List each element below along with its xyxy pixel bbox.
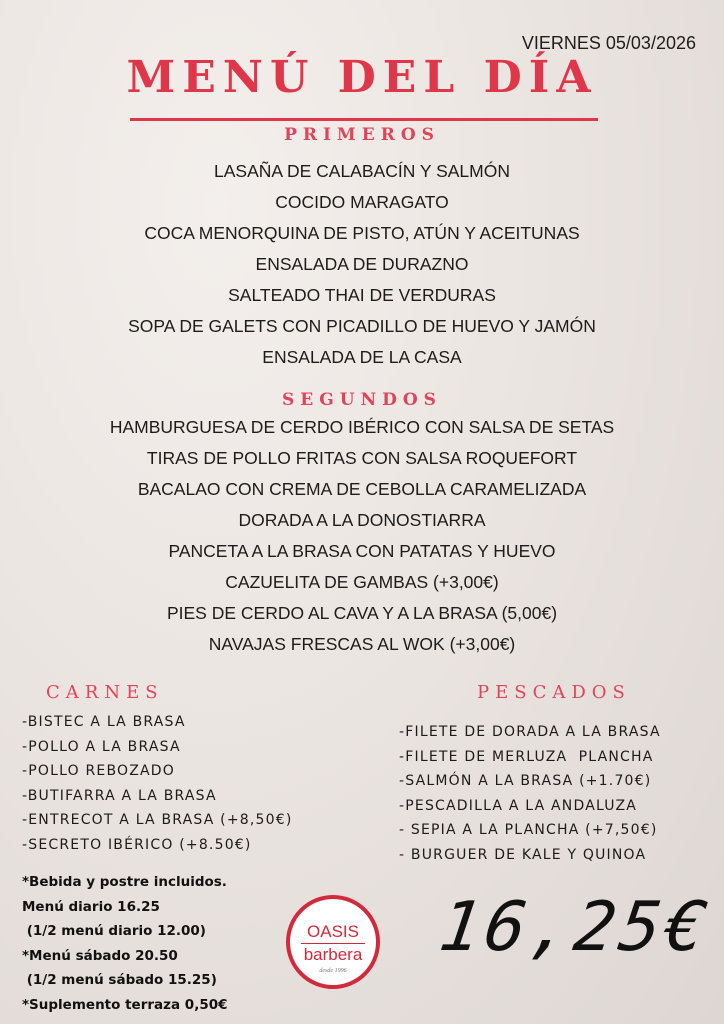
- list-item: PANCETA A LA BRASA CON PATATAS Y HUEVO: [168, 541, 556, 561]
- list-item: ENSALADA DE DURAZNO: [255, 254, 469, 274]
- list-item: SALTEADO THAI DE VERDURAS: [228, 285, 496, 305]
- note-line: (1/2 menú sábado 15.25): [22, 972, 217, 988]
- list-item: NAVAJAS FRESCAS AL WOK (+3,00€): [208, 634, 516, 654]
- list-item: -ENTRECOT A LA BRASA (+8,50€): [22, 812, 293, 828]
- list-item: COCIDO MARAGATO: [275, 192, 449, 212]
- list-item: CAZUELITA DE GAMBAS (+3,00€): [225, 572, 499, 592]
- list-item: COCA MENORQUINA DE PISTO, ATÚN Y ACEITUNAS: [144, 223, 580, 243]
- menu-title: MENÚ DEL DÍA: [126, 52, 598, 103]
- menu-price: 16,25€: [434, 888, 716, 967]
- list-item: -PESCADILLA A LA ANDALUZA: [399, 797, 638, 814]
- primeros-list: [0, 156, 724, 373]
- menu-notes: [22, 870, 228, 1017]
- pescados-heading: PESCADOS: [477, 682, 631, 703]
- list-item: -SECRETO IBÉRICO (+8.50€): [22, 836, 252, 853]
- pescados-list: [399, 720, 661, 867]
- note-line: *Bebida y postre incluidos.: [22, 874, 227, 890]
- list-item: -POLLO A LA BRASA: [22, 738, 181, 755]
- list-item: ENSALADA DE LA CASA: [262, 347, 462, 367]
- oasis-barbera-logo: [286, 895, 380, 989]
- primeros-heading: PRIMEROS: [284, 125, 440, 145]
- segundos-list: [0, 412, 724, 660]
- segundos-heading: SEGUNDOS: [282, 390, 442, 410]
- logo-word-oasis: OASIS: [307, 922, 359, 941]
- list-item: - SEPIA A LA PLANCHA (+7,50€): [399, 822, 658, 838]
- note-line: *Menú sábado 20.50: [22, 947, 178, 964]
- list-item: -FILETE DE MERLUZA PLANCHA: [399, 748, 654, 765]
- logo-tagline: desde 1996: [319, 968, 347, 974]
- title-divider: [130, 118, 598, 121]
- note-line: Menú diario 16.25: [22, 898, 160, 915]
- list-item: -SALMÓN A LA BRASA (+1.70€): [399, 773, 652, 789]
- carnes-list: [22, 710, 293, 857]
- note-line: (1/2 menú diario 12.00): [22, 923, 206, 939]
- list-item: TIRAS DE POLLO FRITAS CON SALSA ROQUEFORT: [146, 448, 578, 468]
- logo-word-barbera: barbera: [303, 945, 363, 964]
- list-item: -POLLO REBOZADO: [22, 763, 176, 779]
- carnes-heading: CARNES: [46, 682, 164, 703]
- list-item: -BUTIFARRA A LA BRASA: [22, 787, 217, 804]
- list-item: SOPA DE GALETS CON PICADILLO DE HUEVO Y JAMÓN: [128, 316, 596, 336]
- list-item: - BURGUER DE KALE Y QUINOA: [399, 846, 647, 863]
- logo-divider: [301, 943, 365, 944]
- list-item: PIES DE CERDO AL CAVA Y A LA BRASA (5,00€): [166, 603, 558, 623]
- list-item: LASAÑA DE CALABACÍN Y SALMÓN: [214, 161, 510, 181]
- list-item: DORADA A LA DONOSTIARRA: [238, 510, 486, 530]
- list-item: -FILETE DE DORADA A LA BRASA: [399, 724, 661, 740]
- note-line: *Suplemento terraza 0,50€: [22, 996, 228, 1013]
- list-item: -BISTEC A LA BRASA: [22, 714, 186, 730]
- list-item: BACALAO CON CREMA DE CEBOLLA CARAMELIZADA: [137, 479, 587, 499]
- list-item: HAMBURGUESA DE CERDO IBÉRICO CON SALSA DE SETAS: [109, 417, 615, 437]
- menu-date: VIERNES 05/03/2026: [521, 33, 696, 53]
